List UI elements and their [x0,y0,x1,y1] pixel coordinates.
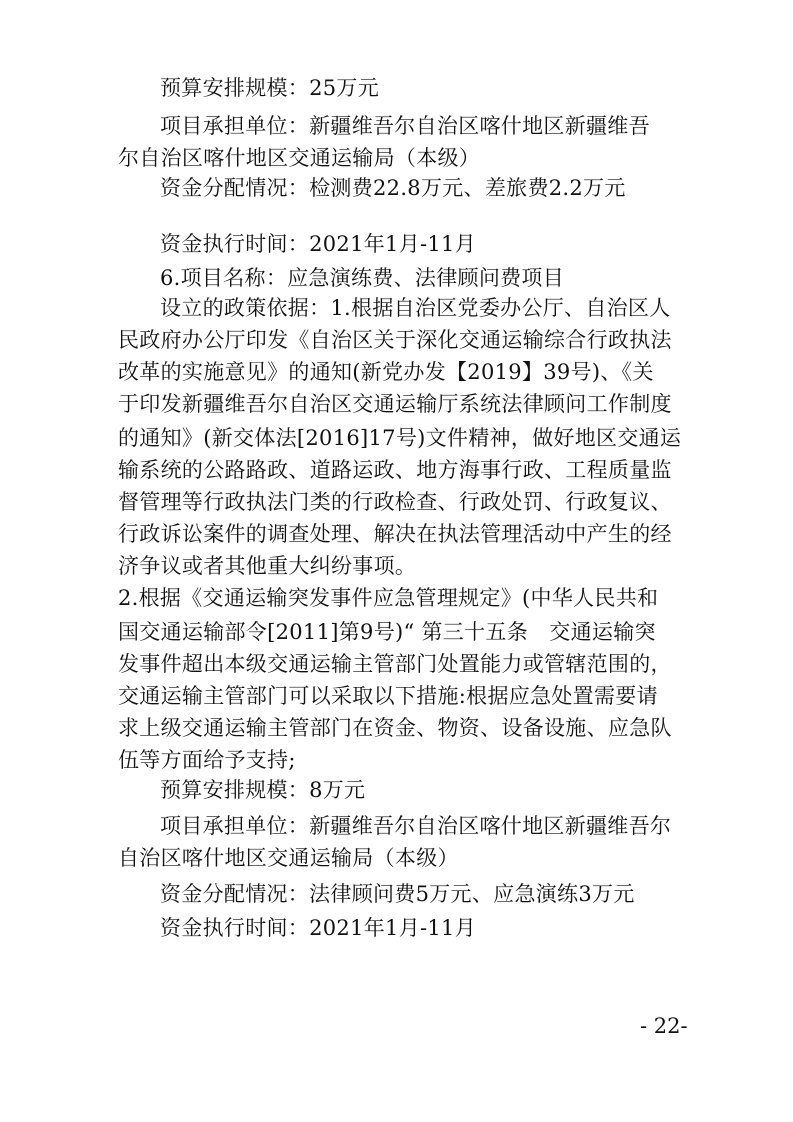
text-line: 改革的实施意见》的通知(新党办发【2019】39号)、《关 [118,360,654,384]
text-line: 预算安排规模：25万元 [160,76,380,100]
text-line: 民政府办公厅印发《自治区关于深化交通运输综合行政执法 [118,328,672,352]
text-line: 国交通运输部令[2011]第9号)“ 第三十五条 交通运输突 [118,620,656,644]
text-line: 资金分配情况：法律顾问费5万元、应急演练3万元 [160,882,635,906]
text-line: 交通运输主管部门可以采取以下措施:根据应急处置需要请 [118,684,658,708]
text-line: 的通知》(新交体法[2016]17号)文件精神，做好地区交通运 [118,426,682,450]
text-line: 输系统的公路路政、道路运政、地方海事行政、工程质量监 [118,458,672,482]
text-line: 设立的政策依据：1.根据自治区党委办公厅、自治区人 [160,296,671,320]
text-line: 2.根据《交通运输突发事件应急管理规定》(中华人民共和 [118,586,659,610]
text-line: 督管理等行政执法门类的行政检查、行政处罚、行政复议、 [118,490,672,514]
text-line: 预算安排规模：8万元 [160,778,366,802]
text-line: 项目承担单位：新疆维吾尔自治区喀什地区新疆维吾 [160,114,650,138]
text-line: 6.项目名称：应急演练费、法律顾问费项目 [160,266,565,290]
text-line: 资金执行时间：2021年1月-11月 [160,916,477,940]
page-number: - 22- [640,1014,688,1038]
text-line: 尔自治区喀什地区交通运输局（本级） [118,146,481,170]
text-line: 行政诉讼案件的调查处理、解决在执法管理活动中产生的经 [118,522,672,546]
text-line: 济争议或者其他重大纠纷事项。 [118,554,417,578]
text-line: 伍等方面给予支持; [118,748,296,772]
text-line: 资金分配情况：检测费22.8万元、差旅费2.2万元 [160,176,626,200]
text-line: 发事件超出本级交通运输主管部门处置能力或管辖范围的， [118,652,672,676]
text-line: 自治区喀什地区交通运输局（本级） [118,846,459,870]
text-line: 于印发新疆维吾尔自治区交通运输厅系统法律顾问工作制度 [118,392,672,416]
text-line: 项目承担单位：新疆维吾尔自治区喀什地区新疆维吾尔 [160,814,672,838]
text-line: 求上级交通运输主管部门在资金、物资、设备设施、应急队 [118,716,672,740]
text-line: 资金执行时间：2021年1月-11月 [160,232,477,256]
